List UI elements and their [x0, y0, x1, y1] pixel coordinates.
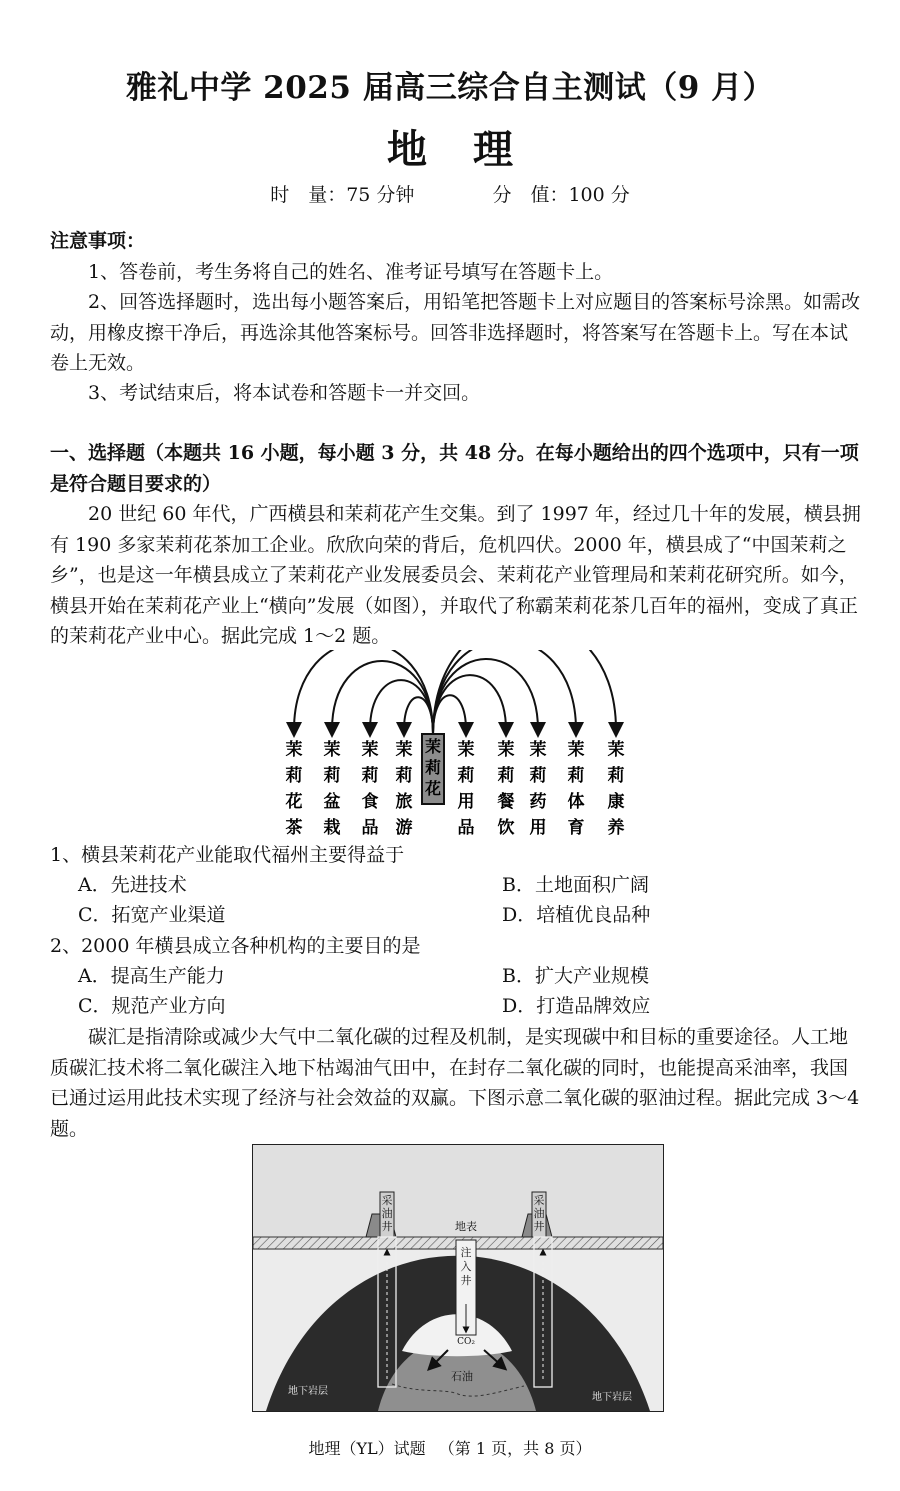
svg-text:入: 入 — [460, 1260, 472, 1273]
passage-1: 20 世纪 60 年代，广西横县和茉莉花产生交集。到了 1997 年，经过几十年的发展，横县拥有 190 多家茉莉花茶加工企业。欣欣向荣的背后，危机四伏。2000 年，横县成了“中国茉莉之乡”，也是这一年横县成立了茉莉花产业发展委员会、茉莉花产业管理局和茉莉花研究所。如今，横县开始在茉莉花产业上“横向”发展（如图），并取代了称霸茉莉花茶几百年的福州，变成了真正的茉莉花产业中心。据此完成 1～2 题。 — [50, 503, 861, 647]
exam-meta — [0, 180, 900, 207]
svg-text:莉: 莉 — [529, 766, 547, 786]
footer-subject: 地理（YL）试题 — [308, 1439, 426, 1458]
center-label — [424, 737, 441, 798]
svg-text:莉: 莉 — [395, 766, 413, 786]
svg-text:食: 食 — [361, 792, 379, 812]
svg-text:药: 药 — [529, 792, 547, 812]
q1-option-d: D．培植优良品种 — [502, 904, 651, 926]
rock-left-label: 地下岩层 — [288, 1386, 328, 1397]
svg-text:莉: 莉 — [497, 766, 515, 786]
svg-text:井: 井 — [533, 1220, 545, 1233]
svg-text:井: 井 — [460, 1274, 472, 1287]
svg-text:茉: 茉 — [607, 740, 625, 760]
exam-score: 分 值：100 分 — [492, 184, 630, 206]
svg-text:茉: 茉 — [323, 740, 341, 760]
industry-arrow — [433, 675, 506, 734]
svg-text:花: 花 — [424, 779, 442, 798]
svg-text:盆: 盆 — [323, 792, 341, 812]
co2-label: CO₂ — [457, 1337, 475, 1347]
svg-text:莉: 莉 — [567, 766, 585, 786]
passage-2: 碳汇是指清除或减少大气中二氧化碳的过程及机制，是实现碳中和目标的重要途径。人工地质碳汇技术将二氧化碳注入地下枯竭油气田中，在封存二氧化碳的同时，也能提高采油率，我国已通过运用此技术实现了经济与社会效益的双赢。下图示意二氧化碳的驱油过程。据此完成 3～4 题。 — [50, 1026, 860, 1140]
svg-text:注: 注 — [460, 1246, 472, 1259]
exam-title: 雅礼中学 2025 届高三综合自主测试（9 月） — [125, 70, 775, 106]
svg-text:油: 油 — [381, 1207, 393, 1220]
svg-text:旅: 旅 — [395, 792, 413, 812]
q2-option-d: D．打造品牌效应 — [502, 995, 651, 1017]
svg-text:栽: 栽 — [323, 818, 341, 835]
svg-text:莉: 莉 — [361, 766, 379, 786]
oil-label: 石油 — [451, 1370, 473, 1383]
q1-option-b: B．土地面积广阔 — [502, 874, 649, 896]
svg-text:茉: 茉 — [424, 737, 442, 756]
q1-option-a: A．先进技术 — [78, 874, 187, 896]
svg-text:用: 用 — [457, 792, 475, 812]
industry-arrow — [433, 659, 538, 734]
notes-heading: 注意事项： — [50, 230, 146, 252]
svg-text:茉: 茉 — [361, 740, 379, 760]
section-heading: 一、选择题（本题共 16 小题，每小题 3 分，共 48 分。在每小题给出的四个选项中，只有一项是符合题目要求的） — [50, 442, 859, 495]
right-well-label — [534, 1194, 545, 1233]
q1-option-c: C．拓宽产业渠道 — [78, 904, 226, 926]
jasmine-industry-diagram — [270, 650, 640, 835]
industry-item-label — [608, 740, 625, 835]
industry-item-label — [530, 740, 547, 835]
q2-option-b: B．扩大产业规模 — [502, 965, 649, 987]
svg-text:茉: 茉 — [395, 740, 413, 760]
footer-page: （第 1 页，共 8 页） — [438, 1439, 592, 1458]
svg-text:采: 采 — [381, 1194, 393, 1207]
q2-option-a: A．提高生产能力 — [78, 965, 225, 987]
industry-item-label — [285, 740, 303, 835]
svg-text:体: 体 — [567, 792, 585, 812]
rock-right-label: 地下岩层 — [592, 1392, 632, 1403]
q2-option-c: C．规范产业方向 — [78, 995, 226, 1017]
industry-item-label — [362, 740, 379, 835]
question-2-stem: 2、2000 年横县成立各种机构的主要目的是 — [50, 935, 421, 957]
note-item-1: 1、答卷前，考生务将自己的姓名、准考证号填写在答题卡上。 — [88, 261, 614, 283]
svg-text:井: 井 — [381, 1220, 393, 1233]
svg-text:莉: 莉 — [323, 766, 341, 786]
question-1-stem: 1、横县茉莉花产业能取代福州主要得益于 — [50, 844, 405, 866]
industry-item-label — [568, 740, 585, 835]
svg-text:油: 油 — [533, 1207, 545, 1220]
svg-text:花: 花 — [285, 792, 303, 812]
industry-arrow — [294, 650, 433, 734]
svg-text:饮: 饮 — [497, 818, 515, 835]
svg-text:莉: 莉 — [424, 758, 442, 777]
svg-text:采: 采 — [533, 1194, 545, 1207]
svg-text:莉: 莉 — [457, 766, 475, 786]
surface-label: 地表 — [455, 1220, 477, 1233]
industry-item-label — [497, 740, 515, 835]
svg-text:用: 用 — [529, 818, 547, 835]
svg-text:餐: 餐 — [497, 792, 515, 812]
svg-text:养: 养 — [607, 818, 625, 835]
svg-text:莉: 莉 — [607, 766, 625, 786]
industry-item-label — [324, 740, 341, 835]
svg-text:茉: 茉 — [457, 740, 475, 760]
svg-text:品: 品 — [361, 818, 379, 835]
industry-item-label — [458, 740, 475, 835]
svg-text:康: 康 — [607, 792, 625, 812]
svg-text:茉: 茉 — [285, 740, 303, 760]
svg-text:莉: 莉 — [285, 766, 303, 786]
svg-text:茉: 茉 — [497, 740, 515, 760]
page-footer — [0, 1436, 900, 1459]
note-item-2: 2、回答选择题时，选出每小题答案后，用铅笔把答题卡上对应题目的答案标号涂黑。如需改动，用橡皮擦干净后，再选涂其他答案标号。回答非选择题时，将答案写在答题卡上。写在本试卷上无效。 — [50, 291, 861, 374]
note-item-3: 3、考试结束后，将本试卷和答题卡一并交回。 — [88, 382, 481, 404]
industry-item-label — [396, 740, 413, 835]
svg-text:茉: 茉 — [567, 740, 585, 760]
left-well-label — [382, 1194, 393, 1233]
exam-time: 时 量：75 分钟 — [270, 184, 415, 206]
svg-text:育: 育 — [567, 818, 585, 835]
injection-well-label — [461, 1246, 472, 1287]
subject-title: 地理 — [387, 126, 559, 173]
industry-arrow — [433, 650, 616, 734]
co2-oil-displacement-diagram — [252, 1144, 664, 1412]
svg-text:茶: 茶 — [285, 818, 303, 835]
svg-text:品: 品 — [457, 818, 475, 835]
svg-text:茉: 茉 — [529, 740, 547, 760]
svg-text:游: 游 — [395, 818, 413, 835]
